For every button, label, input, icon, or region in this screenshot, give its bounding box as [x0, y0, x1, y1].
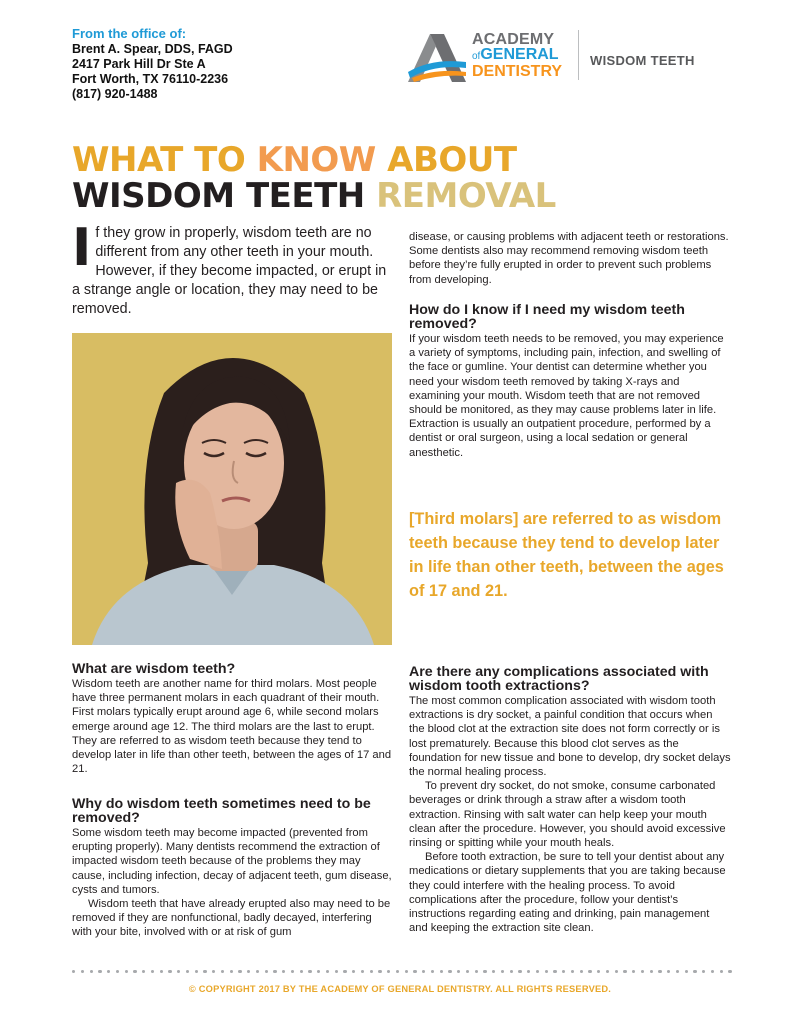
section-paragraph: The most common complication associated with wisdom tooth extractions is dry socket, a painful condition that occurs when the blood clot at the extraction site does not form correctly or is lost prematurely. Because this blood clot serves as the foundation for new tissue and bone to develop, dry socket delays the normal healing process. [409, 695, 731, 779]
divider-dot [195, 970, 198, 973]
divider-dot [265, 970, 268, 973]
divider-dot [518, 970, 521, 973]
page-title [72, 142, 732, 214]
office-phone: (817) 920-1488 [72, 87, 158, 101]
divider-dot [308, 970, 311, 973]
divider-dot [361, 970, 364, 973]
office-name: Brent A. Spear, DDS, FAGD [72, 42, 233, 56]
divider-dot [81, 970, 84, 973]
divider-dot [580, 970, 583, 973]
pull-quote: [Third molars] are referred to as wisdom teeth because they tend to develop later in life than other teeth, between the ages of 17 and 21. [409, 510, 724, 600]
divider-dot [562, 970, 565, 973]
office-address-line1: 2417 Park Hill Dr Ste A [72, 57, 206, 71]
title-line2 [72, 178, 732, 214]
divider-dot [728, 970, 731, 973]
divider-dot [405, 970, 408, 973]
office-info [72, 26, 332, 102]
title-part5: REMOVAL [376, 176, 556, 216]
title-part3: ABOUT [375, 140, 517, 180]
section-paragraph: Before tooth extraction, be sure to tell your dentist about any medications or dietary supplements that you are taking because they could interfere with the healing process. To avoid complications after the procedure, follow your dentist’s instructions regarding eating and drinking, pain management and keeping the extraction site clean. [409, 851, 726, 935]
divider-dot [335, 970, 338, 973]
section-heading: Are there any complications associated with wisdom tooth extractions? [409, 664, 709, 694]
divider-dot [256, 970, 259, 973]
header-divider [578, 30, 579, 80]
copyright-notice: © COPYRIGHT 2017 BY THE ACADEMY OF GENERAL DENTISTRY. ALL RIGHTS RESERVED. [188, 984, 612, 994]
toothache-woman-photo [72, 333, 392, 645]
section-paragraph: To prevent dry socket, do not smoke, consume carbonated beverages or drink through a straw after a wisdom tooth extraction. Rinsing with salt water can help keep your mouth clean after the procedure. However, you should avoid excessive rinsing or spitting while your mouth heals. [409, 780, 726, 850]
divider-dot [343, 970, 346, 973]
divider-dot [623, 970, 626, 973]
divider-dot [107, 970, 110, 973]
section-paragraph: Wisdom teeth that have already erupted also may need to be removed if they are nonfunctional, badly decayed, interfering with your bite, involved with or at risk of gum [72, 898, 391, 939]
divider-dot [378, 970, 381, 973]
section-need-removal [409, 303, 731, 460]
logo-general-word: GENERAL [480, 46, 559, 63]
section-heading: How do I know if I need my wisdom teeth removed? [409, 302, 685, 332]
divider-dot [597, 970, 600, 973]
section-complications [409, 665, 731, 935]
section-body [409, 332, 731, 460]
logo-dentistry: DENTISTRY [472, 63, 563, 80]
divider-dot [475, 970, 478, 973]
divider-dot [230, 970, 233, 973]
section-heading: Why do wisdom teeth sometimes need to be removed? [72, 796, 371, 826]
divider-dot [492, 970, 495, 973]
logo-general [472, 47, 562, 64]
divider-dot [116, 970, 119, 973]
divider-dot [212, 970, 215, 973]
divider-dot [282, 970, 285, 973]
title-part4: WISDOM TEETH [72, 176, 377, 216]
section-what-are-wisdom-teeth [72, 662, 394, 776]
divider-dot [273, 970, 276, 973]
divider-dot [606, 970, 609, 973]
title-part2: KNOW [256, 140, 376, 180]
divider-dot [326, 970, 329, 973]
divider-dot [711, 970, 714, 973]
photo-illustration [72, 333, 392, 645]
divider-dot [431, 970, 434, 973]
office-label: From the office of: [72, 26, 187, 41]
office-address-line2: Fort Worth, TX 76110-2236 [72, 72, 229, 86]
divider-dot [658, 970, 661, 973]
divider-dot [142, 970, 145, 973]
section-paragraph: Some wisdom teeth may become impacted (prevented from erupting properly). Many dentists recommend the extraction of impacted wisdom teeth because of the problems they may cause, including infection, decay of adjacent teeth, gum disease, cysts and tumors. [72, 827, 392, 896]
section-paragraph: Wisdom teeth are another name for third molars. Most people have three permanent molars in each quadrant of their mouth. First molars typically erupt around age 6, while second molars emerge around age 12. The third molars are the last to erupt. They are referred to as wisdom teeth because they tend to develop later in life than other teeth, between the ages of 17 and 21. [72, 678, 392, 776]
divider-dot [151, 970, 154, 973]
divider-dot [422, 970, 425, 973]
divider-dot [352, 970, 355, 973]
divider-dot [247, 970, 250, 973]
divider-dot [650, 970, 653, 973]
divider-dot [685, 970, 688, 973]
divider-dot [396, 970, 399, 973]
divider-dot [98, 970, 101, 973]
divider-dot [440, 970, 443, 973]
intro-text: f they grow in properly, wisdom teeth are no different from any other teeth in your mouth. However, if they become impacted, or erupt in a strange angle or location, they may need to be removed. [72, 225, 387, 317]
divider-dot [238, 970, 241, 973]
right-continued-text [409, 230, 731, 287]
divider-dot [168, 970, 171, 973]
section-body [409, 694, 731, 935]
logo-academy: ACADEMY [472, 31, 555, 48]
topic-label: WISDOM TEETH [590, 53, 695, 68]
divider-dot [160, 970, 163, 973]
divider-dot [667, 970, 670, 973]
divider-dot [125, 970, 128, 973]
divider-dot [177, 970, 180, 973]
divider-dot [370, 970, 373, 973]
divider-dot [413, 970, 416, 973]
divider-dot [448, 970, 451, 973]
divider-dot [676, 970, 679, 973]
divider-dot [501, 970, 504, 973]
divider-dot [702, 970, 705, 973]
divider-dot [536, 970, 539, 973]
divider-dot [693, 970, 696, 973]
divider-dot [186, 970, 189, 973]
divider-dot [632, 970, 635, 973]
divider-dot [510, 970, 513, 973]
agd-logo-icon [406, 32, 468, 84]
title-part1: WHAT TO [72, 140, 257, 180]
divider-dot [571, 970, 574, 973]
divider-dot [527, 970, 530, 973]
section-why-removed [72, 797, 394, 940]
divider-dot [641, 970, 644, 973]
divider-dot [457, 970, 460, 973]
footer-dotted-divider [72, 970, 732, 976]
divider-dot [466, 970, 469, 973]
right-continued-paragraph: disease, or causing problems with adjacent teeth or restorations. Some dentists also may recommend removing wisdom teeth before they’re fully erupted in order to prevent such problems from developing. [409, 231, 729, 286]
section-paragraph: If your wisdom teeth needs to be removed, you may experience a variety of symptoms, including pain, infection, and swelling of the face or gumline. Your dentist can determine whether you need your wisdom teeth removed by taking X-rays and examining your mouth. Wisdom teeth that are not removed should be monitored, as they may cause problems later in life. Extraction is usually an outpatient procedure, performed by a dentist or oral surgeon, using a local sedation or general anesthetic. [409, 333, 724, 459]
divider-dot [317, 970, 320, 973]
section-body [72, 677, 394, 776]
divider-dot [300, 970, 303, 973]
logo-of: of [472, 51, 481, 62]
divider-dot [588, 970, 591, 973]
divider-dot [483, 970, 486, 973]
divider-dot [387, 970, 390, 973]
section-heading: What are wisdom teeth? [72, 661, 236, 677]
divider-dot [545, 970, 548, 973]
section-body [72, 826, 394, 940]
divider-dot [615, 970, 618, 973]
divider-dot [720, 970, 723, 973]
divider-dot [203, 970, 206, 973]
divider-dot [90, 970, 93, 973]
divider-dot [72, 970, 75, 973]
agd-logo-text [472, 32, 562, 79]
intro-paragraph [72, 218, 394, 319]
agd-brand-header [406, 30, 736, 86]
title-line1 [72, 142, 732, 178]
divider-dot [553, 970, 556, 973]
divider-dot [221, 970, 224, 973]
divider-dot [291, 970, 294, 973]
drop-cap: I [72, 218, 92, 278]
divider-dot [133, 970, 136, 973]
